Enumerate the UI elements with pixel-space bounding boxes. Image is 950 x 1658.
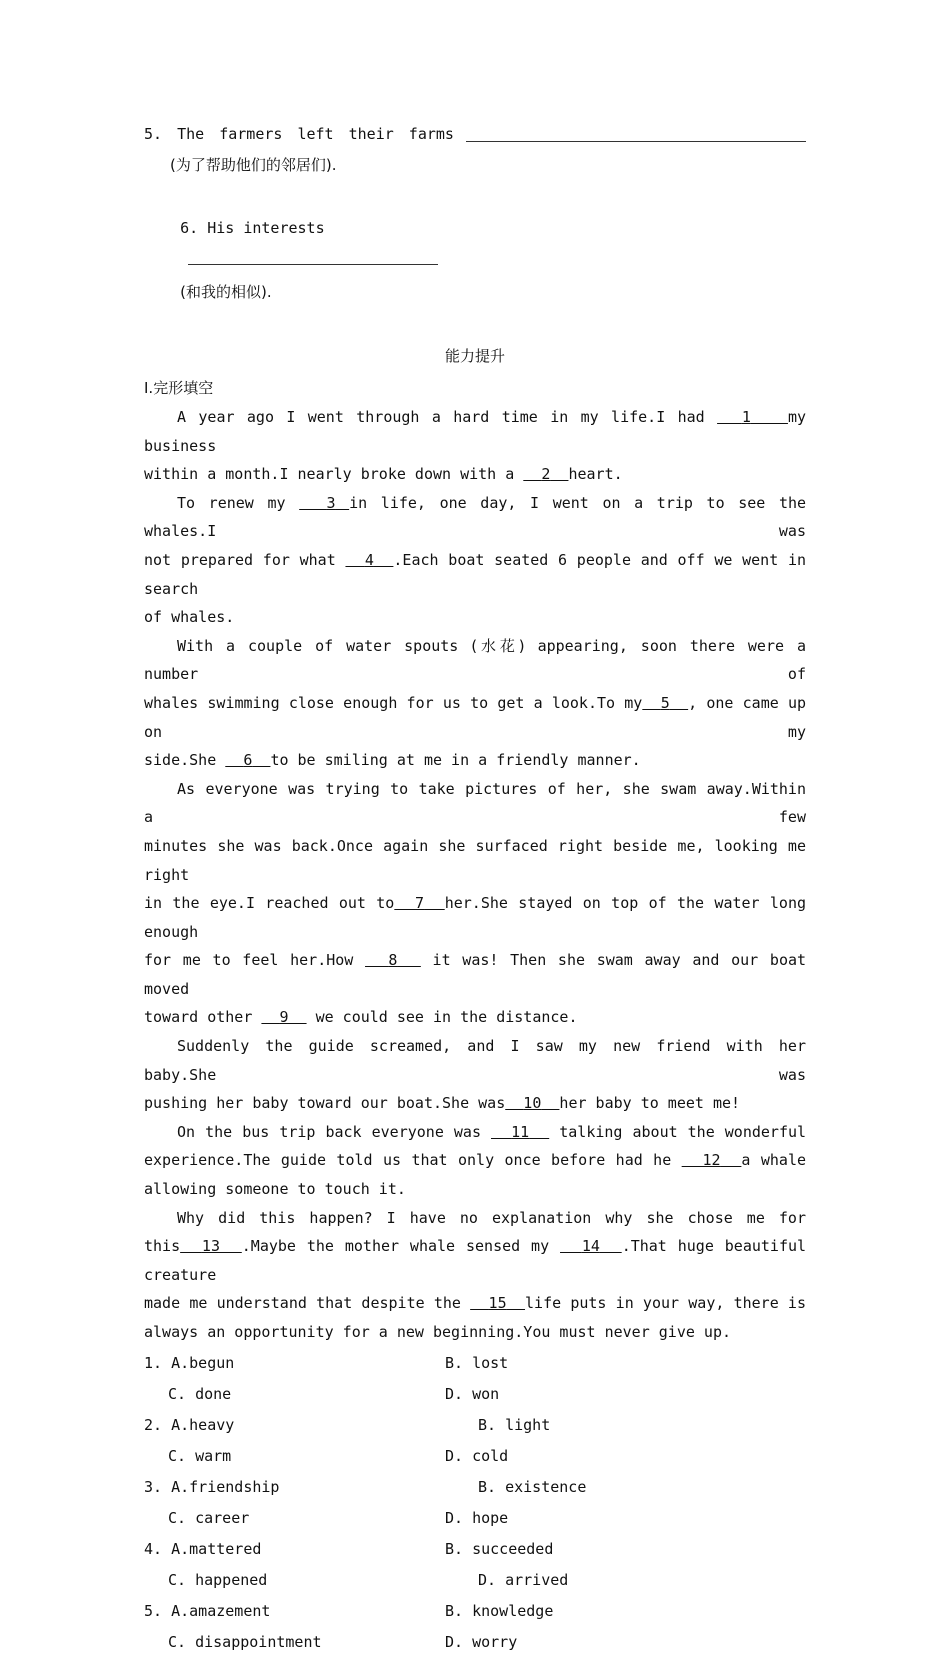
paragraph-2: [144, 489, 806, 632]
text-line: pushing her baby toward our boat.She was 10 her baby to meet me!: [144, 1094, 741, 1113]
text-line: allowing someone to touch it.: [144, 1180, 406, 1199]
blank-7: 7: [415, 894, 425, 913]
option-row: C. happened D. arrived: [168, 1570, 569, 1589]
blank-6: 6: [243, 751, 253, 770]
question-5-blank: [466, 127, 806, 142]
question-6-hint: (和我的相似).: [180, 283, 272, 301]
option-row: 5. A.amazement B. knowledge: [144, 1601, 554, 1620]
blank-14: 14: [581, 1237, 600, 1256]
options-list: [144, 1348, 806, 1658]
paragraph-7: [144, 1204, 806, 1347]
option-row: C. done D. won: [168, 1384, 500, 1403]
option-row: 4. A.mattered B. succeeded: [144, 1539, 554, 1558]
text-line: always an opportunity for a new beginning.You must never give up.: [144, 1323, 731, 1341]
cloze-title: Ⅰ.完形填空: [144, 379, 214, 397]
text-line: toward other 9 we could see in the distance.: [144, 1008, 578, 1027]
paragraph-1: [144, 403, 806, 489]
question-6-text: 6. His interests: [180, 219, 325, 237]
question-6-blank: [188, 250, 438, 265]
text-line: within a month.I nearly broke down with a 2 heart.: [144, 465, 623, 484]
blank-3: 3: [326, 493, 336, 512]
text-line: not prepared for what 4 .Each boat seated 6 people and off we went in search: [144, 550, 807, 598]
text-line: made me understand that despite the 15 life puts in your way, there is: [144, 1294, 806, 1313]
question-5-hint: (为了帮助他们的邻居们).: [170, 156, 337, 174]
option-row: C. warm D. cold: [168, 1446, 509, 1465]
text-line: Why did this happen? I have no explanation why she chose me for: [177, 1208, 806, 1227]
text-line: experience.The guide told us that only once before had he 12 a whale: [144, 1151, 807, 1170]
document-page: [144, 118, 806, 1658]
option-row: 2. A.heavy B. light: [144, 1415, 551, 1434]
blank-11: 11: [511, 1122, 530, 1141]
blank-13: 13: [201, 1237, 220, 1256]
text-line: With a couple of water spouts (水花) appearing, soon there were a number of: [144, 636, 806, 684]
option-row: C. disappointment D. worry: [168, 1632, 518, 1651]
text-line: whales swimming close enough for us to get a look.To my 5 , one came up on my: [144, 693, 807, 741]
text-line: To renew my 3 in life, one day, I went on a trip to see the whales.I was: [144, 493, 807, 541]
paragraph-5: [144, 1032, 806, 1118]
option-row: 1. A.begun B. lost: [144, 1353, 509, 1372]
paragraph-3: [144, 632, 806, 775]
option-row: C. career D. hope: [168, 1508, 509, 1527]
blank-2: 2: [541, 465, 551, 484]
blank-9: 9: [279, 1008, 289, 1027]
text-line: for me to feel her.How 8 it was! Then she swam away and our boat moved: [144, 951, 807, 998]
text-line: this 13 .Maybe the mother whale sensed my 14 .That huge beautiful creature: [144, 1237, 807, 1284]
blank-15: 15: [488, 1294, 507, 1313]
text-line: minutes she was back.Once again she surfaced right beside me, looking me right: [144, 836, 806, 884]
blank-8: 8: [388, 951, 398, 970]
question-5-text: 5. The farmers left their farms: [144, 125, 454, 143]
option-row: 3. A.friendship B. existence: [144, 1477, 587, 1496]
text-line: As everyone was trying to take pictures of her, she swam away.Within a few: [144, 779, 806, 827]
text-line: of whales.: [144, 608, 235, 627]
question-5: [144, 118, 806, 150]
text-line: On the bus trip back everyone was 11 talking about the wonderful: [177, 1122, 807, 1141]
text-line: Suddenly the guide screamed, and I saw my new friend with her baby.She was: [144, 1037, 806, 1084]
paragraph-4: [144, 775, 806, 1032]
text-line: in the eye.I reached out to 7 her.She stayed on top of the water long enough: [144, 894, 807, 941]
blank-1: 1: [741, 408, 751, 426]
blank-12: 12: [702, 1151, 721, 1170]
blank-4: 4: [364, 550, 374, 569]
section-title: 能力提升: [444, 347, 505, 365]
question-6: [144, 180, 806, 340]
paragraph-6: [144, 1118, 806, 1204]
blank-5: 5: [660, 693, 670, 712]
blank-10: 10: [523, 1094, 542, 1113]
text-line: A year ago I went through a hard time in my life.I had 1 my business: [144, 408, 807, 455]
text-line: side.She 6 to be smiling at me in a friendly manner.: [144, 751, 641, 770]
